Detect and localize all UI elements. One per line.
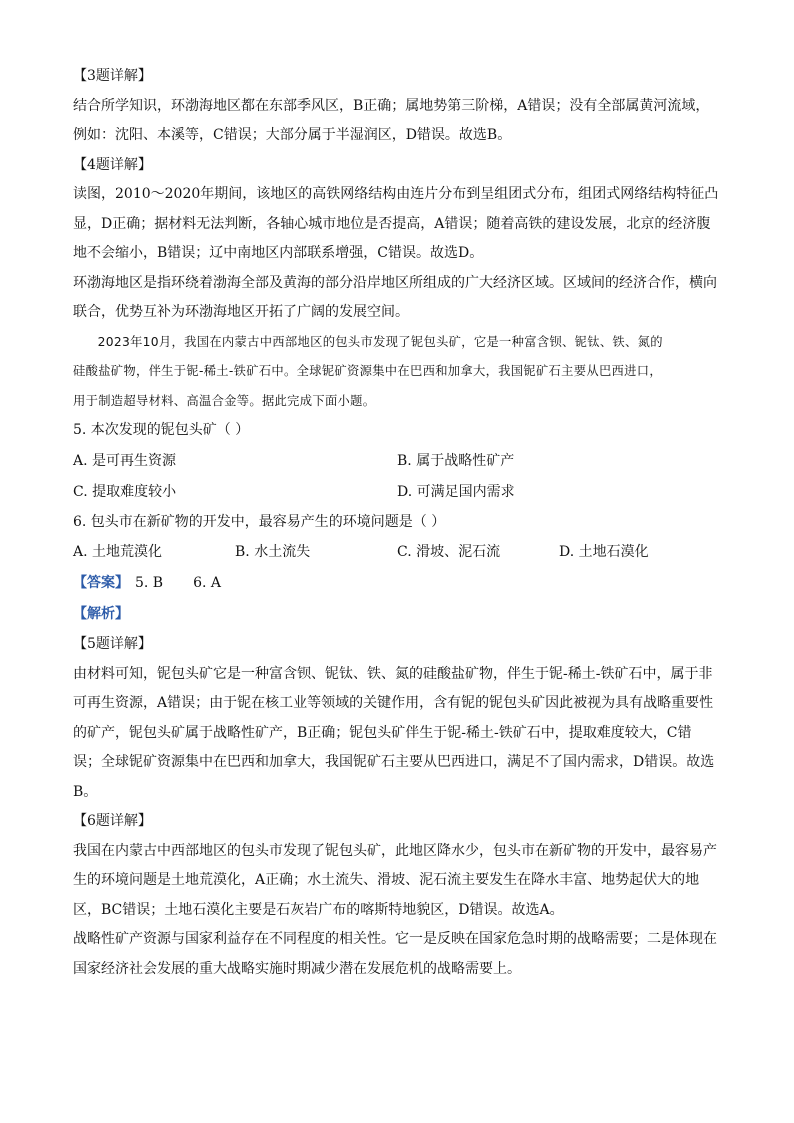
q5-detail-line-5: B。 [73, 783, 98, 800]
q4-detail-line-3: 地不会缩小，B错误；辽中南地区内部联系增强，C错误。故选D。 [73, 245, 484, 261]
analysis-row [73, 599, 728, 630]
answer-q5: 5. B [135, 575, 164, 591]
q5-option-d: D. 可满足国内需求 [397, 483, 515, 500]
q5-options-row-1 [73, 446, 728, 477]
passage-line-1: 2023年10月，我国在内蒙古中西部地区的包头市发现了铌包头矿，它是一种富含钡、铌钛、铁、氮的 [97, 334, 663, 349]
q5-detail-heading: 【5题详解】 [73, 636, 152, 652]
q4-detail-line-4: 环渤海地区是指环绕着渤海全部及黄海的部分沿岸地区所组成的广大经济区域。区域间的经济合作，横向 [73, 274, 717, 291]
q5-option-c: C. 提取难度较小 [73, 483, 177, 500]
q4-detail-line-2: 显，D正确；据材料无法判断，各轴心城市地位是否提高，A错误；随着高铁的建设发展，北京的经济腹 [73, 215, 711, 232]
q6-option-b: B. 水土流失 [235, 544, 311, 560]
q4-detail-line-5: 联合，优势互补为环渤海地区开拓了广阔的发展空间。 [73, 304, 409, 320]
q6-stem: 6. 包头市在新矿物的开发中，最容易产生的环境问题是（ ） [73, 513, 446, 530]
q3-detail-line-1: 结合所学知识，环渤海地区都在东部季风区，B正确；属地势第三阶梯，A错误；没有全部属黄河流域， [73, 97, 710, 114]
q6-detail-line-5: 国家经济社会发展的重大战略实施时期减少潜在发展危机的战略需要上。 [73, 960, 521, 977]
q6-detail-line-3: 区，BC错误；土地石漠化主要是石灰岩广布的喀斯特地貌区，D错误。故选A。 [73, 901, 564, 918]
q4-detail-line-1: 读图，2010～2020年期间，该地区的高铁网络结构由连片分布到呈组团式分布，组团式网络结构特征凸 [73, 186, 719, 202]
q5-detail-line-1: 由材料可知，铌包头矿它是一种富含钡、铌钛、铁、氮的硅酸盐矿物，伴生于铌-稀土-铁矿石中，属于非 [73, 665, 713, 682]
q4-detail-heading: 【4题详解】 [73, 156, 152, 173]
analysis-label: 【解析】 [73, 606, 129, 622]
passage-line-2: 硅酸盐矿物，伴生于铌-稀土-铁矿石中。全球铌矿资源集中在巴西和加拿大，我国铌矿石主要从巴西进口， [73, 364, 662, 378]
q6-detail-line-4: 战略性矿产资源与国家利益存在不同程度的相关性。它一是反映在国家危急时期的战略需要；二是体现在 [73, 931, 717, 947]
q6-detail-line-1: 我国在内蒙古中西部地区的包头市发现了铌包头矿，此地区降水少，包头市在新矿物的开发中，最容易产 [73, 842, 717, 859]
document-page [73, 62, 728, 984]
q6-detail-heading: 【6题详解】 [73, 813, 152, 829]
q6-option-c: C. 滑坡、泥石流 [397, 544, 501, 560]
q6-option-d: D. 土地石漠化 [559, 544, 649, 560]
answer-row [73, 568, 728, 599]
q3-detail-line-2: 例如：沈阳、本溪等，C错误；大部分属于半湿润区，D错误。故选B。 [73, 127, 512, 143]
q5-stem: 5. 本次发现的铌包头矿（ ） [73, 422, 250, 438]
q5-option-b: B. 属于战略性矿产 [397, 452, 515, 469]
q6-detail-line-2: 生的环境问题是土地荒漠化，A正确；水土流失、滑坡、泥石流主要发生在降水丰富、地势起伏大的地 [73, 872, 700, 888]
passage-line-3: 用于制造超导材料、高温合金等。据此完成下面小题。 [73, 393, 376, 408]
answer-label: 【答案】 [73, 575, 129, 591]
answer-q6: 6. A [193, 575, 222, 591]
q5-option-a: A. 是可再生资源 [73, 452, 177, 469]
q5-detail-line-2: 可再生资源，A错误；由于铌在核工业等领域的关键作用，含有铌的铌包头矿因此被视为具有战略重要性 [73, 695, 714, 711]
q5-detail-line-4: 误；全球铌矿资源集中在巴西和加拿大，我国铌矿石主要从巴西进口，满足不了国内需求，D错误。故选 [73, 754, 715, 770]
q5-options-row-2 [73, 477, 728, 508]
q6-options-row [73, 537, 728, 568]
q5-detail-line-3: 的矿产，铌包头矿属于战略性矿产，B正确；铌包头矿伴生于铌-稀土-铁矿石中，提取难度较大，C错 [73, 724, 692, 741]
q3-detail-heading: 【3题详解】 [73, 68, 152, 84]
q6-option-a: A. 土地荒漠化 [73, 544, 163, 560]
